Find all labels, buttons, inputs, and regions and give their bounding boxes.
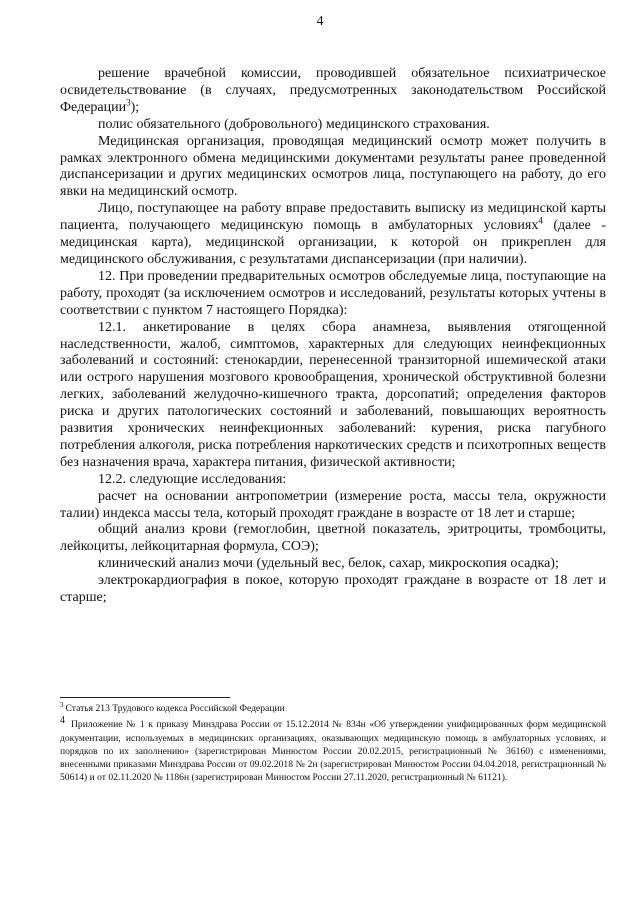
paragraph-section-12: 12. При проведении предварительных осмотров обследуемые лица, поступающие на работу, проходят (за исключением осмотров и исследований, результаты которых учтены в соответствии с пунктом 7 настоящего Порядка): [60,268,606,318]
footnote-text: Статья 213 Трудового кодекса Российской Федерации [65,703,285,714]
footnote-mark: 3 [60,700,64,709]
paragraph-section-12-1: 12.1. анкетирование в целях сбора анамнеза, выявления отягощенной наследственности, жалоб, симптомов, характерных для следующих неинфекционных заболеваний и состояний: стенокардии, перенесенной транзиторной ишемической атаки или острого нарушения мозгового кровообращения, хронической обструктивной болезни легких, заболеваний желудочно-кишечного тракта, дорсопатий; определения факторов риска и других патологических состояний и заболеваний, повышающих вероятность развития хронических неинфекционных заболеваний: курения, риска пагубного потребления алкоголя, риска потребления наркотических средств и психотропных веществ без назначения врача, характера питания, физической активности; [60,319,606,470]
paragraph-medical-card-extract: Лицо, поступающее на работу вправе предоставить выписку из медицинской карты пациента, получающего медицинскую помощь в амбулаторных условиях$^4$ (далее - медицинская карта), медицинской организации, к которой он прикреплен для медицинского обслуживания, с результатами диспансеризации (при наличии). [60,201,607,267]
paragraph-insurance-policy: полис обязательного (добровольного) медицинского страхования. [98,116,490,132]
footnote-3 [60,702,606,715]
paragraph-blood-test: общий анализ крови (гемоглобин, цветной показатель, эритроциты, тромбоциты, лейкоциты, лейкоцитарная формула, СОЭ); [60,522,606,555]
paragraph-psychiatric-decision: решение врачебной комиссии, проводившей обязательное психиатрическое освидетельствование (в случаях, предусмотренных законодательством Российской Федерации$^3$); [60,66,606,115]
paragraph-urine-test: клинический анализ мочи (удельный вес, белок, сахар, микроскопия осадка); [98,556,559,572]
paragraph-anthropometry: расчет на основании антропометрии (измерение роста, массы тела, окружности талии) индекса массы тела, который проходят граждане в возрасте от 18 лет и старше; [60,488,606,521]
footnote-mark: 4 [60,715,65,727]
paragraph-section-12-2: 12.2. следующие исследования: [98,471,287,487]
page-number: 4 [316,14,324,29]
footnotes [60,702,606,788]
footnote-text: Приложение № 1 к приказу Минздрава России от 15.12.2014 № 834н «Об утверждении унифицированных форм медицинской документации, используемых в медицинских организациях, оказывающих медицинскую помощь в амбулаторных условиях, и порядков по их заполнению» (зарегистрирован Минюстом России 20.02.2015, регистрационный № 36160) с изменениями, внесенными приказами Минздрава России от 09.02.2018 № 2н (зарегистрирован Минюстом России 04.04.2018, регистрационный № 50614) и от 02.11.2020 № 1186н (зарегистрирован Минюстом России 27.11.2020, регистрационный № 61121). [60,719,606,784]
footnote-4 [60,715,606,784]
paragraph-electronic-exchange: Медицинская организация, проводящая медицинский осмотр может получить в рамках электронного обмена медицинскими документами результаты ранее проведенной диспансеризации и других медицинских осмотров лица, поступающего на работу, до его явки на медицинский осмотр. [60,133,606,200]
footnote-ref-3[interactable]: 3 [126,97,131,108]
document-body [60,66,606,607]
footnote-ref-4[interactable]: 4 [538,215,543,226]
paragraph-ecg: электрокардиография в покое, которую проходят граждане в возрасте от 18 лет и старше; [60,573,606,606]
footnote-divider [60,697,230,698]
